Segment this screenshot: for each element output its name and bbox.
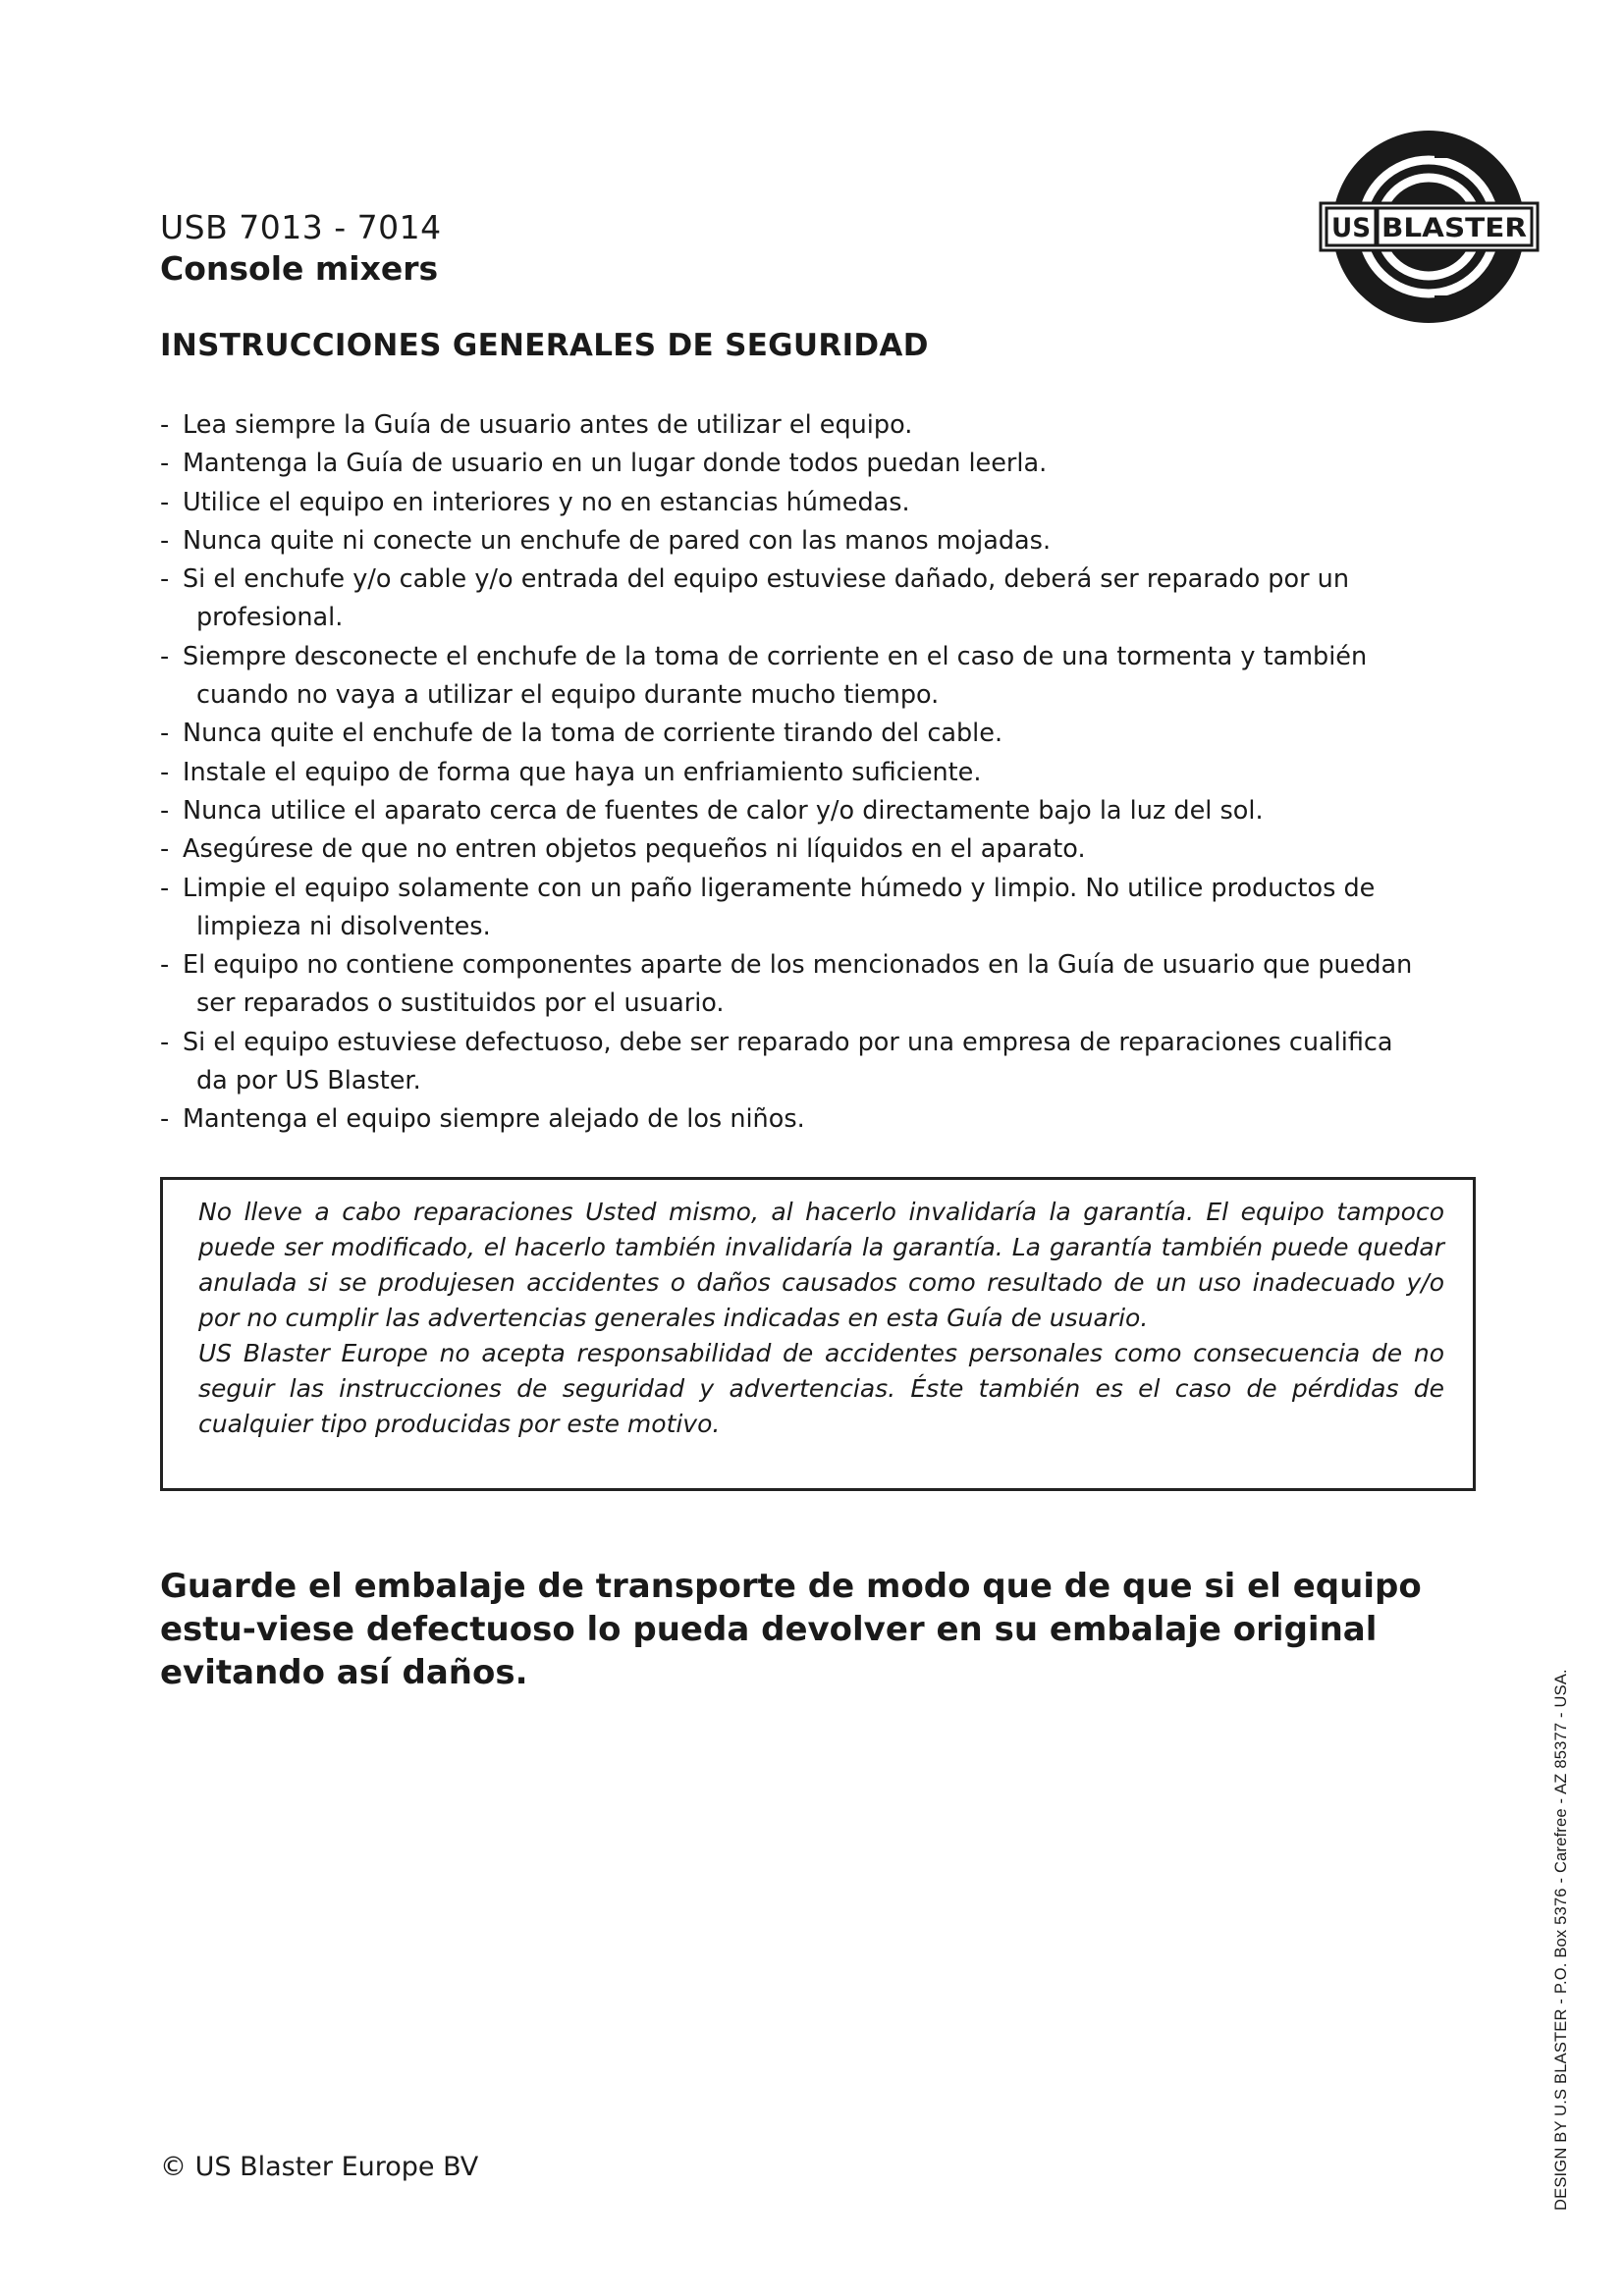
- copyright-notice: © US Blaster Europe BV: [160, 2152, 479, 2182]
- list-item-continuation: profesional.: [196, 603, 344, 633]
- warranty-warning-box: [160, 1177, 1476, 1491]
- list-item-text: Asegúrese de que no entren objetos pequeños ni líquidos en el aparato.: [183, 834, 1086, 865]
- design-credit: DESIGN BY U.S BLASTER - P.O. Box 5376 - Carefree - AZ 85377 - USA.: [1552, 1669, 1570, 2211]
- list-item-text: Si el equipo estuviese defectuoso, debe ser reparado por una empresa de reparaciones cualifica: [183, 1027, 1393, 1057]
- section-heading: INSTRUCCIONES GENERALES DE SEGURIDAD: [160, 328, 929, 363]
- list-item: - Si el enchufe y/o cable y/o entrada del equipo estuviese dañado, deberá ser reparado por un profesional.: [160, 561, 1495, 638]
- list-item-continuation: cuando no vaya a utilizar el equipo durante mucho tiempo.: [196, 680, 940, 711]
- list-item: - Instale el equipo de forma que haya un enfriamiento suficiente.: [160, 757, 982, 787]
- list-item-text: Nunca quite ni conecte un enchufe de pared con las manos mojadas.: [183, 525, 1052, 556]
- list-item-text: Instale el equipo de forma que haya un enfriamiento suficiente.: [183, 757, 982, 787]
- list-item-text: Limpie el equipo solamente con un paño ligeramente húmedo y limpio. No utilice productos de: [183, 873, 1376, 903]
- warning-paragraph: US Blaster Europe no acepta responsabilidad de accidentes personales como consecuencia de no seguir las instrucciones de seguridad y advertencias. Éste también es el caso de pérdidas de cualquier tipo producidas por este motivo.: [198, 1339, 1444, 1438]
- packaging-note: Guarde el embalaje de transporte de modo que de que si el equipo estu-viese defectuoso lo pueda devolver en su embalaje original evitando así daños.: [160, 1567, 1422, 1692]
- list-item: - Asegúrese de que no entren objetos pequeños ni líquidos en el aparato.: [160, 834, 1086, 865]
- list-item: - Siempre desconecte el enchufe de la toma de corriente en el caso de una tormenta y también cuando no vaya a utilizar el equipo durante mucho tiempo.: [160, 638, 1495, 716]
- list-item-text: Nunca quite el enchufe de la toma de corriente tirando del cable.: [183, 719, 1003, 749]
- list-item-continuation: limpieza ni disolventes.: [196, 911, 491, 941]
- list-item: - Limpie el equipo solamente con un paño ligeramente húmedo y limpio. No utilice productos de limpieza ni disolventes.: [160, 870, 1495, 947]
- list-item-continuation: ser reparados o sustituidos por el usuario.: [196, 988, 725, 1019]
- list-item: - Nunca quite el enchufe de la toma de corriente tirando del cable.: [160, 719, 1003, 749]
- list-item-text: Siempre desconecte el enchufe de la toma de corriente en el caso de una tormenta y también: [183, 641, 1368, 671]
- list-item: - Lea siempre la Guía de usuario antes de utilizar el equipo.: [160, 410, 913, 440]
- logo-text-us: US: [1331, 213, 1371, 243]
- list-item: - Si el equipo estuviese defectuoso, debe ser reparado por una empresa de reparaciones cualifica da por US Blaster.: [160, 1024, 1495, 1101]
- list-item-continuation: da por US Blaster.: [196, 1066, 421, 1096]
- list-item: - Utilice el equipo en interiores y no en estancias húmedas.: [160, 487, 910, 517]
- model-number: USB 7013 - 7014: [160, 208, 442, 246]
- list-item-text: Si el enchufe y/o cable y/o entrada del equipo estuviese dañado, deberá ser reparado por un: [183, 564, 1350, 595]
- warning-paragraph: No lleve a cabo reparaciones Usted mismo, al hacerlo invalidaría la garantía. El equipo tampoco puede ser modificado, el hacerlo también invalidaría la garantía. La garantía también puede quedar anulada si se produjesen accidentes o daños causados como resultado de un uso inadecuado y/o por no cumplir las advertencias generales indicadas en esta Guía de usuario.: [198, 1198, 1444, 1332]
- list-item-text: El equipo no contiene componentes aparte de los mencionados en la Guía de usuario que puedan: [183, 950, 1413, 981]
- list-item-text: Utilice el equipo en interiores y no en estancias húmedas.: [183, 487, 910, 517]
- safety-instructions-list: [160, 406, 1495, 1140]
- list-item-text: Lea siempre la Guía de usuario antes de utilizar el equipo.: [183, 410, 913, 440]
- product-name: Console mixers: [160, 249, 439, 288]
- list-item-text: Nunca utilice el aparato cerca de fuentes de calor y/o directamente bajo la luz del sol.: [183, 795, 1264, 826]
- list-item: - Mantenga el equipo siempre alejado de los niños.: [160, 1104, 805, 1135]
- list-item: - Nunca quite ni conecte un enchufe de pared con las manos mojadas.: [160, 525, 1052, 556]
- list-item: - Mantenga la Guía de usuario en un lugar donde todos puedan leerla.: [160, 449, 1048, 479]
- list-item-text: Mantenga el equipo siempre alejado de los niños.: [183, 1104, 805, 1135]
- logo-text-blaster: BLASTER: [1381, 213, 1528, 243]
- us-blaster-logo: [1319, 129, 1540, 325]
- list-item: - El equipo no contiene componentes aparte de los mencionados en la Guía de usuario que puedan ser reparados o sustituidos por el usuario.: [160, 946, 1495, 1024]
- list-item: - Nunca utilice el aparato cerca de fuentes de calor y/o directamente bajo la luz del sol.: [160, 795, 1264, 826]
- list-item-text: Mantenga la Guía de usuario en un lugar donde todos puedan leerla.: [183, 449, 1048, 479]
